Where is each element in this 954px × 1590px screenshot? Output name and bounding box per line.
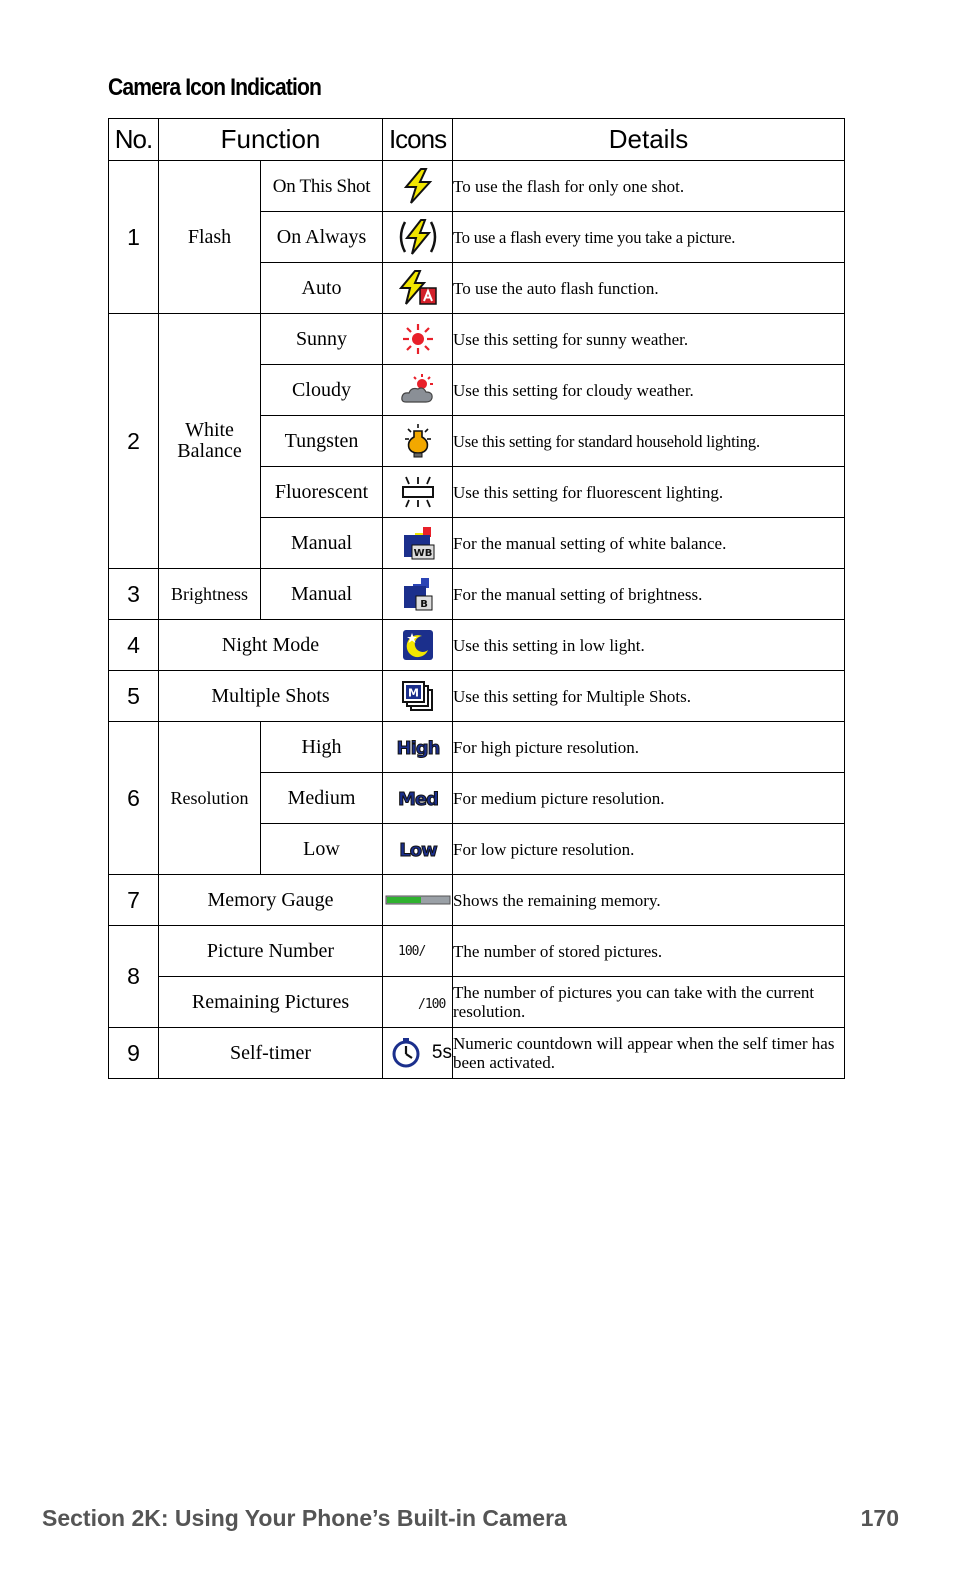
icon-cell	[383, 416, 453, 467]
function-name: Night Mode	[159, 620, 383, 671]
manual-brightness-icon	[401, 576, 435, 612]
memory-gauge-icon	[385, 894, 451, 906]
svg-text:B: B	[419, 599, 428, 610]
icon-cell	[383, 518, 453, 569]
function-option: High	[261, 722, 383, 773]
details-text: For the manual setting of brightness.	[453, 569, 845, 620]
icon-cell	[383, 671, 453, 722]
flash-once-icon	[401, 168, 435, 204]
self-timer-indicator	[383, 1037, 452, 1069]
fluorescent-icon	[400, 475, 436, 509]
svg-text:M: M	[407, 686, 419, 700]
details-text: Use this setting in low light.	[453, 620, 845, 671]
table-row	[109, 977, 845, 1028]
svg-text:WB: WB	[413, 548, 432, 559]
header-icons: Icons	[383, 119, 453, 161]
function-option: Fluorescent	[261, 467, 383, 518]
row-number: 2	[109, 314, 159, 569]
flash-always-icon	[395, 218, 441, 256]
svg-text:High: High	[396, 738, 439, 758]
header-details: Details	[453, 119, 845, 161]
icon-cell	[383, 977, 453, 1028]
function-group: Resolution	[159, 722, 261, 875]
icon-cell	[383, 620, 453, 671]
details-text: To use a flash every time you take a picture.	[453, 212, 845, 263]
function-option: Tungsten	[261, 416, 383, 467]
row-number: 3	[109, 569, 159, 620]
details-text: Use this setting for cloudy weather.	[453, 365, 845, 416]
function-option: Sunny	[261, 314, 383, 365]
multiple-shots-icon	[400, 679, 436, 713]
cloud-icon	[400, 373, 436, 407]
details-text: Use this setting for fluorescent lighting.	[453, 467, 845, 518]
table-row	[109, 1028, 845, 1079]
picture-number-icon	[388, 940, 448, 962]
icon-cell	[383, 773, 453, 824]
function-option: Manual	[261, 518, 383, 569]
icon-cell	[383, 365, 453, 416]
details-text: The number of stored pictures.	[453, 926, 845, 977]
section-heading: Camera Icon Indication	[108, 74, 322, 101]
function-option: Cloudy	[261, 365, 383, 416]
footer-section-title: Section 2K: Using Your Phone’s Built-in Camera	[42, 1505, 567, 1531]
sun-icon	[401, 322, 435, 356]
icon-cell	[383, 569, 453, 620]
details-text: For high picture resolution.	[453, 722, 845, 773]
svg-text:Med: Med	[397, 789, 438, 809]
table-row	[109, 620, 845, 671]
svg-text:Low: Low	[398, 840, 437, 860]
function-option: Low	[261, 824, 383, 875]
details-text: Shows the remaining memory.	[453, 875, 845, 926]
table-row	[109, 671, 845, 722]
details-text: To use the flash for only one shot.	[453, 161, 845, 212]
row-number: 1	[109, 161, 159, 314]
row-number: 8	[109, 926, 159, 1028]
icon-cell	[383, 263, 453, 314]
details-text: For low picture resolution.	[453, 824, 845, 875]
details-text: Numeric countdown will appear when the self timer has been activated.	[453, 1028, 845, 1079]
function-name: Self-timer	[159, 1028, 383, 1079]
details-text: For medium picture resolution.	[453, 773, 845, 824]
icon-cell	[383, 722, 453, 773]
page-number: 170	[860, 1505, 899, 1531]
function-name: Memory Gauge	[159, 875, 383, 926]
icon-cell	[383, 467, 453, 518]
icon-cell	[383, 161, 453, 212]
row-number: 9	[109, 1028, 159, 1079]
details-text: Use this setting for Multiple Shots.	[453, 671, 845, 722]
details-text: Use this setting for sunny weather.	[453, 314, 845, 365]
svg-text:100/: 100/	[397, 944, 425, 959]
table-row	[109, 926, 845, 977]
manual-wb-icon	[401, 525, 435, 561]
function-name: Multiple Shots	[159, 671, 383, 722]
function-name: Remaining Pictures	[159, 977, 383, 1028]
icon-cell	[383, 212, 453, 263]
function-option: On Always	[261, 212, 383, 263]
table-row	[109, 314, 845, 365]
row-number: 6	[109, 722, 159, 875]
details-text: Use this setting for standard household lighting.	[453, 416, 845, 467]
function-name: Picture Number	[159, 926, 383, 977]
icon-cell	[383, 1028, 453, 1079]
details-text: The number of pictures you can take with the current resolution.	[453, 977, 845, 1028]
details-text: To use the auto flash function.	[453, 263, 845, 314]
camera-icon-table	[108, 118, 845, 1079]
function-option: Manual	[261, 569, 383, 620]
resolution-low-icon	[393, 838, 443, 860]
function-option: Auto	[261, 263, 383, 314]
resolution-medium-icon	[393, 787, 443, 809]
row-number: 7	[109, 875, 159, 926]
row-number: 5	[109, 671, 159, 722]
header-no: No.	[109, 119, 159, 161]
svg-text:/100: /100	[417, 997, 445, 1012]
remaining-pictures-icon	[388, 991, 448, 1013]
table-row	[109, 722, 845, 773]
function-group: White Balance	[159, 314, 261, 569]
icon-cell	[383, 875, 453, 926]
night-mode-icon	[401, 628, 435, 662]
self-timer-icon	[390, 1037, 422, 1069]
resolution-high-icon	[393, 736, 443, 758]
table-row	[109, 161, 845, 212]
icon-cell	[383, 926, 453, 977]
table-row	[109, 875, 845, 926]
table-row	[109, 569, 845, 620]
details-text: For the manual setting of white balance.	[453, 518, 845, 569]
function-group: Brightness	[159, 569, 261, 620]
table-header-row	[109, 119, 845, 161]
header-function: Function	[159, 119, 383, 161]
bulb-icon	[403, 423, 433, 459]
function-group: Flash	[159, 161, 261, 314]
icon-cell	[383, 824, 453, 875]
function-option: On This Shot	[261, 161, 383, 212]
timer-value: 5s	[431, 1042, 452, 1063]
icon-cell	[383, 314, 453, 365]
row-number: 4	[109, 620, 159, 671]
function-option: Medium	[261, 773, 383, 824]
flash-auto-icon	[398, 270, 438, 306]
